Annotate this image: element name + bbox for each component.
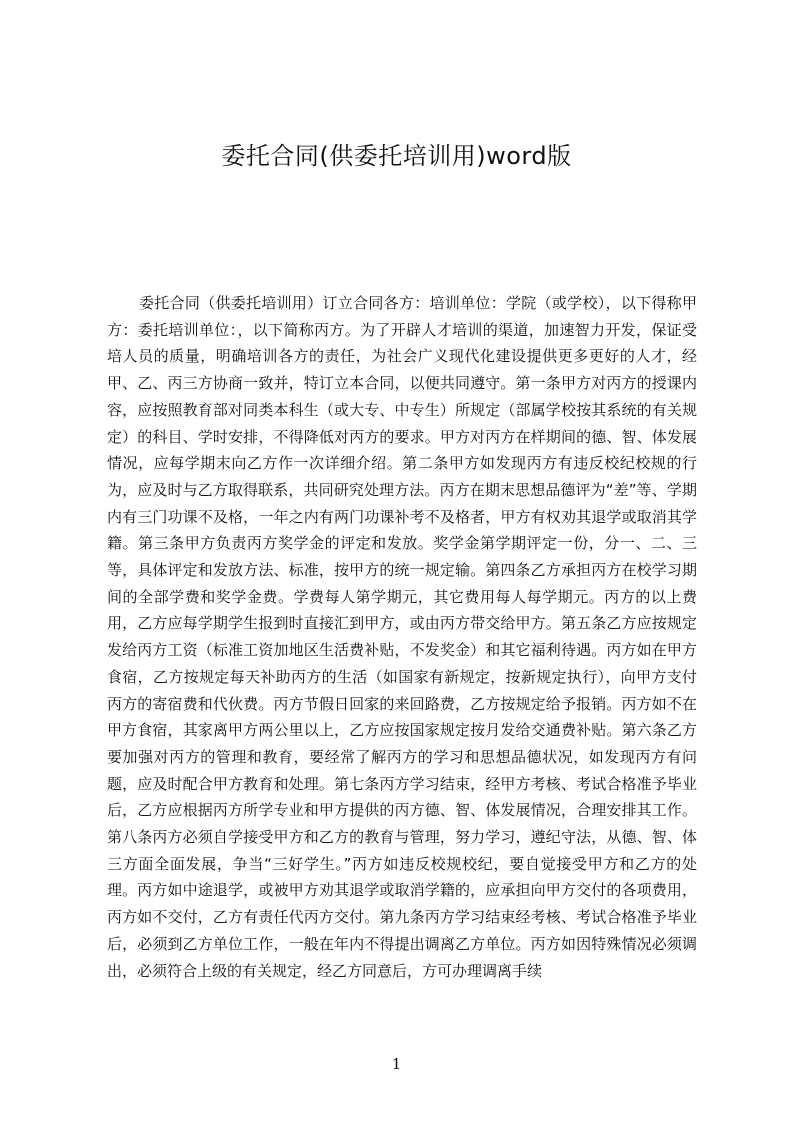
document-body-paragraph: 委托合同（供委托培训用）订立合同各方：培训单位：学院（或学校），以下得称甲方：委托培训单位：，以下简称丙方。为了开辟人才培训的渠道，加速智力开发，保证受培人员的质量，明确培训各方的责任，为社会广义现代化建设提供更多更好的人才，经甲、乙、丙三方协商一致并，特订立本合同，以便共同遵守。第一条甲方对丙方的授课内容，应按照教育部对同类本科生（或大专、中专生）所规定（部属学校按其系统的有关规定）的科目、学时安排，不得降低对丙方的要求。甲方对丙方在样期间的德、智、体发展情况，应每学期末向乙方作一次详细介绍。第二条甲方如发现丙方有违反校纪校规的行为，应及时与乙方取得联系，共同研究处理方法。丙方在期末思想品德评为“差”等、学期内有三门功课不及格，一年之内有两门功课补考不及格者，甲方有权劝其退学或取消其学籍。第三条甲方负责丙方奖学金的评定和发放。奖学金第学期评定一份，分一、二、三等，具体评定和发放方法、标准，按甲方的统一规定输。第四条乙方承担丙方在校学习期间的全部学费和奖学金费。学费每人第学期元，其它费用每人每学期元。丙方的以上费用，乙方应每学期学生报到时直接汇到甲方，或由丙方带交给甲方。第五条乙方应按规定发给丙方工资（标准工资加地区生活费补贴，不发奖金）和其它福利待遇。丙方如在甲方食宿，乙方按规定每天补助丙方的生活（如国家有新规定，按新规定执行），向甲方支付丙方的寄宿费和代伙费。丙方节假日回家的来回路费，乙方按规定给予报销。丙方如不在甲方食宿，其家离甲方两公里以上，乙方应按国家规定按月发给交通费补贴。第六条乙方要加强对丙方的管理和教育，要经常了解丙方的学习和思想品德状况，如发现丙方有问题，应及时配合甲方教育和处理。第七条丙方学习结束，经甲方考核、考试合格准予毕业后，乙方应根据丙方所学专业和甲方提供的丙方德、智、体发展情况，合理安排其工作。第八条丙方必须自学接受甲方和乙方的教育与管理，努力学习，遵纪守法，从德、智、体三方面全面发展，争当“三好学生。”丙方如违反校规校纪，要自觉接受甲方和乙方的处理。丙方如中途退学，或被甲方劝其退学或取消学籍的，应承担向甲方交付的各项费用，丙方如不交付，乙方有责任代丙方交付。第九条丙方学习结束经考核、考试合格准予毕业后，必须到乙方单位工作，一般在年内不得提出调离乙方单位。丙方如因特殊情况必须调出，必须符合上级的有关规定，经乙方同意后，方可办理调离手续 xyxy=(107,294,697,980)
document-title: 委托合同(供委托培训用)word版 xyxy=(221,142,572,170)
page-number: 1 xyxy=(391,1055,402,1073)
